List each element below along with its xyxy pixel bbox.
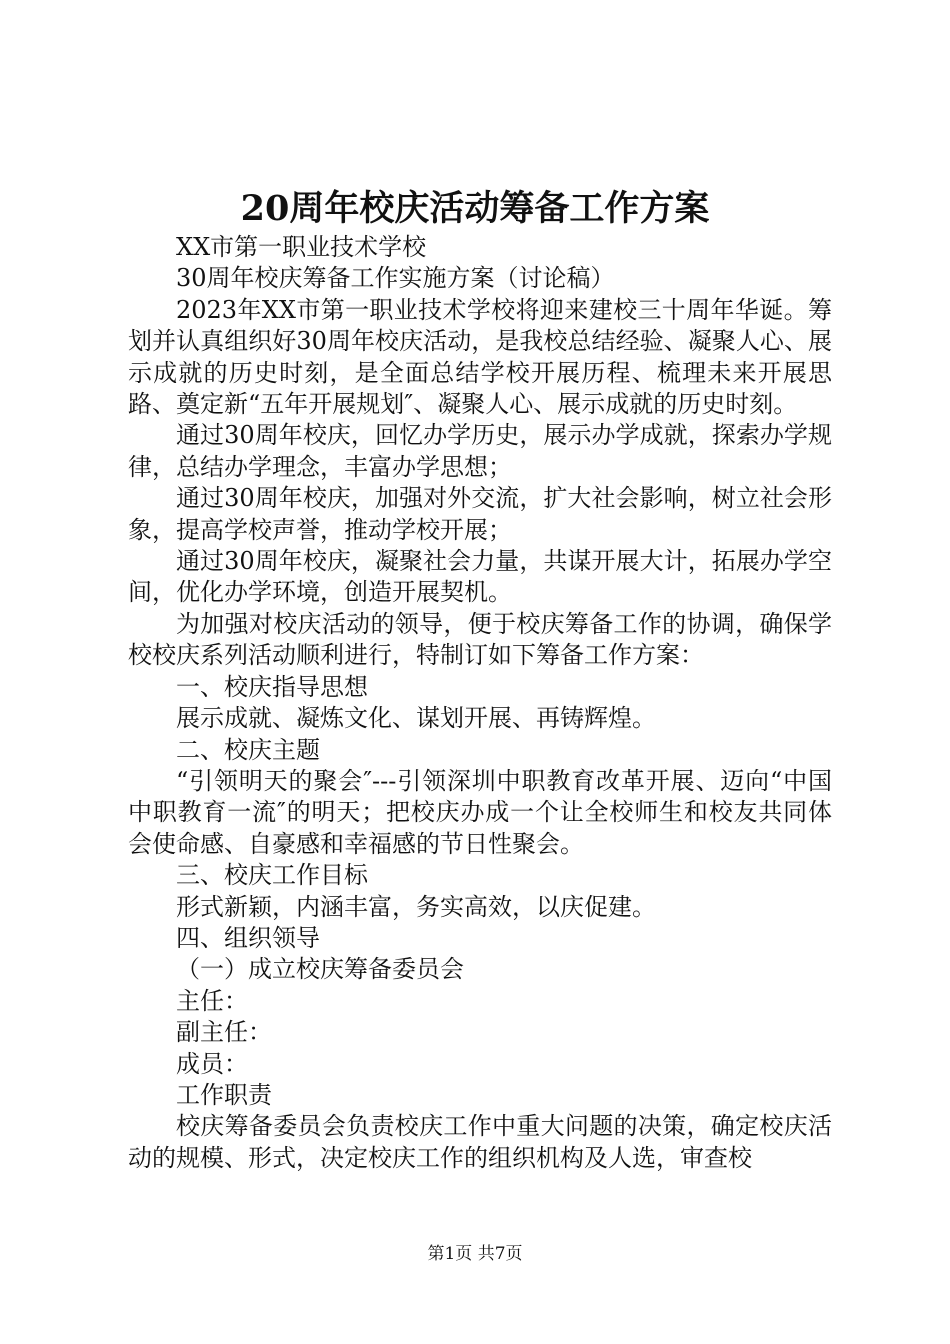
purpose-paragraph-1: 通过30周年校庆，回忆办学历史，展示办学成就，探索办学规律，总结办学理念，丰富办学思想； xyxy=(128,421,832,481)
intro-paragraph: 2023年XX市第一职业技术学校将迎来建校三十周年华诞。筹划并认真组织好30周年校庆活动，是我校总结经验、凝聚人心、展示成就的历史时刻，是全面总结学校开展历程、梳理未来开展思路、奠定新“五年开展规划″、凝聚人心、展示成就的历史时刻。 xyxy=(128,295,832,419)
section-heading-4: 四、组织领导 xyxy=(176,923,320,952)
members-line: 成员： xyxy=(176,1049,248,1078)
document-title: 20周年校庆活动筹备工作方案 xyxy=(240,188,710,229)
work-goal: 形式新颖，内涵丰富，务实高效，以庆促建。 xyxy=(176,892,656,921)
plan-subtitle: 30周年校庆筹备工作实施方案（讨论稿） xyxy=(176,264,615,293)
page-footer: 第1页 共7页 xyxy=(427,1244,523,1264)
plan-paragraph: 为加强对校庆活动的领导，便于校庆筹备工作的协调，确保学校校庆系列活动顺利进行，特制订如下筹备工作方案： xyxy=(128,609,832,670)
purpose-paragraph-3: 通过30周年校庆，凝聚社会力量，共谋开展大计，拓展办学空间，优化办学环境，创造开展契机。 xyxy=(128,547,832,607)
duties-heading: 工作职责 xyxy=(176,1080,272,1109)
director-line: 主任： xyxy=(176,986,248,1015)
document-body xyxy=(128,232,832,1174)
deputy-director-line: 副主任： xyxy=(176,1018,272,1047)
section-heading-2: 二、校庆主题 xyxy=(176,735,320,764)
school-name: XX市第一职业技术学校 xyxy=(176,233,427,261)
section-heading-1: 一、校庆指导思想 xyxy=(176,672,368,701)
subsection-heading-1: （一）成立校庆筹备委员会 xyxy=(176,955,464,984)
guiding-thought: 展示成就、凝炼文化、谋划开展、再铸辉煌。 xyxy=(176,704,656,733)
purpose-paragraph-2: 通过30周年校庆，加强对外交流，扩大社会影响，树立社会形象，提高学校声誉，推动学校开展； xyxy=(128,484,832,544)
duties-paragraph: 校庆筹备委员会负责校庆工作中重大问题的决策，确定校庆活动的规模、形式，决定校庆工作的组织机构及人选，审查校 xyxy=(128,1112,832,1172)
section-heading-3: 三、校庆工作目标 xyxy=(176,861,368,890)
theme-paragraph: “引领明天的聚会″---引领深圳中职教育改革开展、迈向“中国中职教育一流″的明天；把校庆办成一个让全校师生和校友共同体会使命感、自豪感和幸福感的节日性聚会。 xyxy=(128,766,832,858)
